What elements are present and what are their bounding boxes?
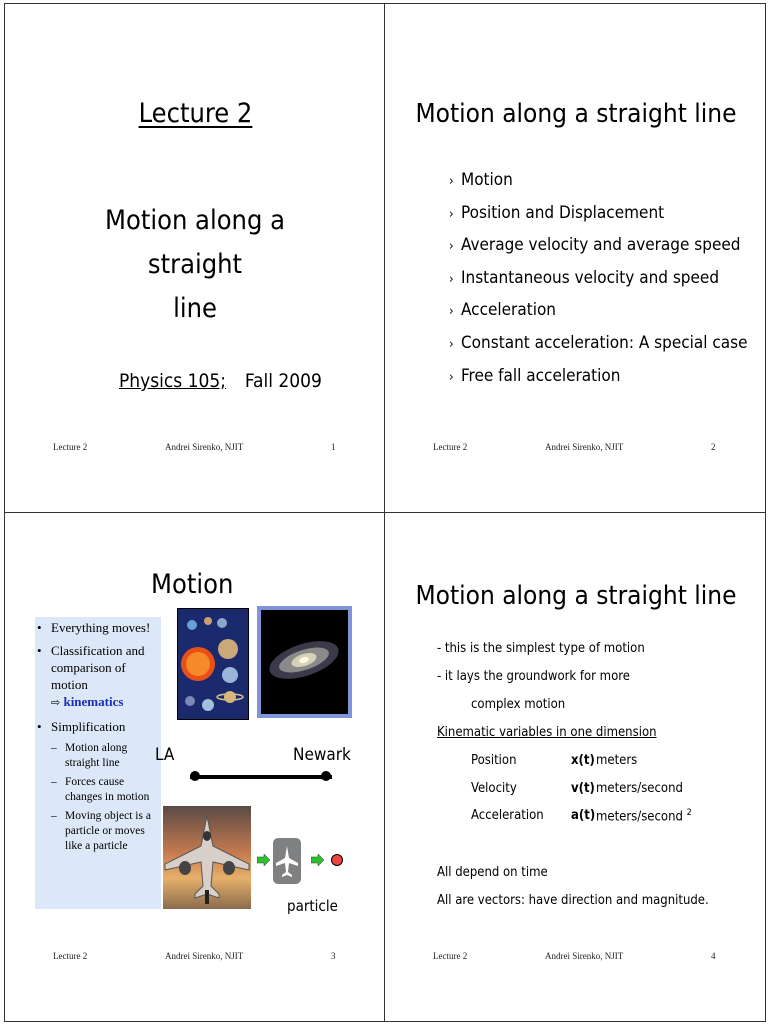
chevron-right-icon: › — [449, 239, 454, 255]
exponent: 2 — [686, 808, 692, 818]
slide-number: 3 — [331, 951, 336, 961]
footer-left: Lecture 2 — [433, 951, 468, 961]
text-line: All depend on time — [437, 865, 548, 880]
sub-list-item: – Moving object is a particle or moves like a particle — [51, 810, 151, 852]
chevron-right-icon: › — [449, 304, 454, 320]
footer-left: Lecture 2 — [433, 442, 468, 452]
slide-1-title: Lecture 2 — [138, 98, 253, 129]
variable-name: Acceleration — [471, 808, 544, 823]
list-item: • Everything moves! — [37, 620, 151, 635]
variable-unit: meters/second $^2$ — [596, 808, 692, 825]
sub-list-item: – Forces cause changes in motion — [51, 776, 150, 803]
galaxy-image — [257, 606, 352, 718]
end-point — [321, 771, 331, 781]
arrow-right-icon: ⇨ — [51, 697, 61, 709]
chevron-right-icon: › — [449, 174, 454, 189]
course-name: Physics 105; — [119, 370, 227, 392]
route-line — [190, 775, 332, 779]
footer-author: Andrei Sirenko, NJIT — [545, 442, 624, 452]
course-info — [119, 370, 322, 392]
motion-bullet-list — [35, 619, 163, 858]
slide-1 — [4, 3, 385, 513]
slide-2-title: Motion along a straight line — [415, 99, 737, 129]
slide-4 — [384, 512, 766, 1022]
chevron-right-icon: › — [449, 336, 454, 352]
list-item: › Position and Displacement — [449, 202, 665, 223]
kinematics-item: ⇨ kinematics — [51, 694, 124, 709]
slide-3 — [4, 512, 385, 1022]
arrow-right-icon — [311, 854, 325, 866]
text-line: All are vectors: have direction and magnitude. — [437, 893, 709, 908]
text-line: complex motion — [471, 697, 566, 712]
course-term: Fall 2009 — [244, 370, 322, 392]
variable-name: Position — [471, 753, 517, 768]
solar-system-image — [177, 608, 249, 720]
airplane-photo — [163, 806, 251, 909]
slide-3-title: Motion — [151, 569, 234, 600]
chevron-right-icon: › — [449, 271, 454, 287]
variable-symbol: x(t) — [571, 753, 595, 768]
particle-dot — [331, 854, 343, 866]
list-item: › Free fall acceleration — [449, 365, 621, 386]
slide-2 — [384, 3, 766, 513]
start-point — [190, 771, 200, 781]
variable-unit: meters — [596, 753, 638, 768]
list-item: › Acceleration — [449, 300, 557, 321]
variable-symbol: v(t) — [571, 781, 595, 796]
footer-left: Lecture 2 — [53, 442, 88, 452]
slide-number: 4 — [711, 951, 716, 961]
footer-author: Andrei Sirenko, NJIT — [165, 442, 244, 452]
footer-author: Andrei Sirenko, NJIT — [545, 951, 624, 961]
slide-4-title: Motion along a straight line — [415, 581, 737, 611]
label-particle: particle — [287, 897, 338, 915]
variable-unit: meters/second — [596, 781, 683, 796]
arrow-right-icon — [257, 854, 271, 866]
text-line: - this is the simplest type of motion — [437, 641, 645, 656]
slide-number: 1 — [331, 442, 336, 452]
list-item: › Motion — [449, 170, 513, 190]
label-newark: Newark — [293, 745, 351, 765]
slide-number: 2 — [711, 442, 716, 452]
section-heading: Kinematic variables in one dimension — [437, 725, 657, 740]
footer-author: Andrei Sirenko, NJIT — [165, 951, 244, 961]
variable-name: Velocity — [471, 781, 517, 796]
text-line: - it lays the groundwork for more — [437, 669, 630, 684]
list-item: • Classification and comparison of motion — [37, 643, 145, 692]
variable-symbol: a(t) — [571, 808, 596, 823]
sub-list-item: – Motion along straight line — [51, 742, 128, 769]
footer-left: Lecture 2 — [53, 951, 88, 961]
list-item: › Constant acceleration: A special case — [449, 332, 748, 353]
topic-list — [449, 170, 748, 398]
slide-1-subtitle: Motion along a straight line — [105, 205, 285, 324]
list-item: • Simplification — [37, 719, 126, 734]
chevron-right-icon: › — [449, 369, 454, 385]
list-item: › Instantaneous velocity and speed — [449, 267, 720, 288]
airplane-sign-icon — [273, 838, 301, 884]
label-la: LA — [155, 745, 175, 765]
chevron-right-icon: › — [449, 206, 454, 222]
list-item: › Average velocity and average speed — [449, 235, 741, 256]
